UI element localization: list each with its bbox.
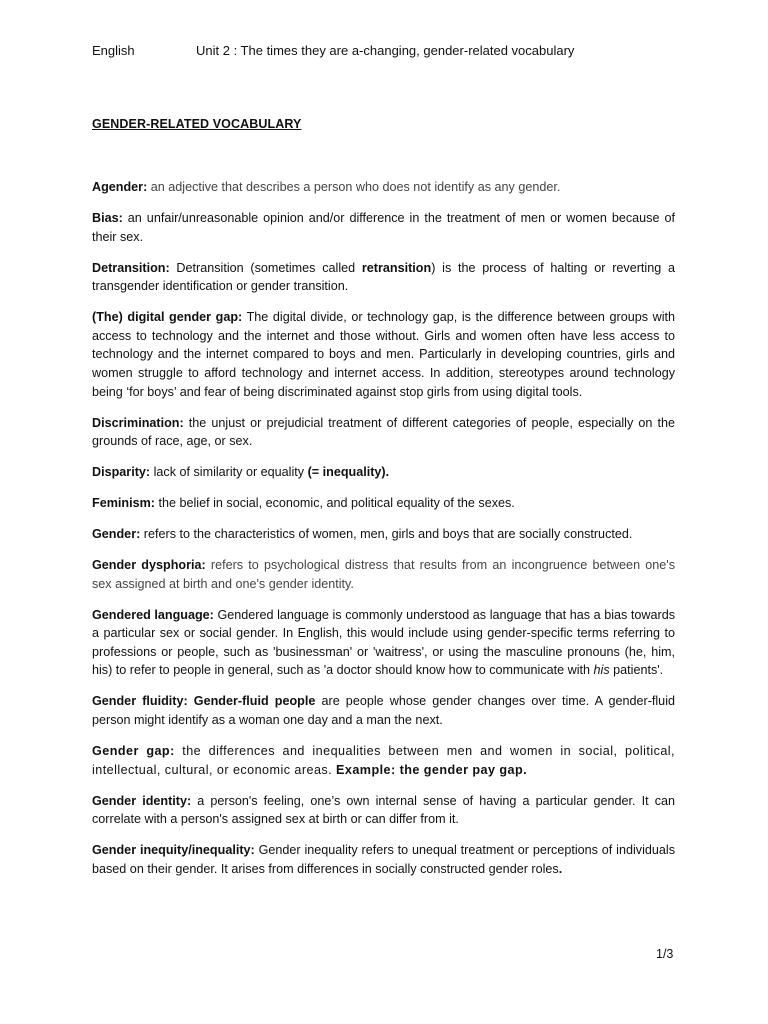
entry-term: Gendered language:: [92, 607, 214, 622]
vocabulary-list: [92, 178, 675, 891]
entry-definition: refers to the characteristics of women, men, girls and boys that are socially constructed.: [140, 527, 633, 542]
entry-definition: a person's feeling, one’s own internal sense of having a particular gender. It can correlate with a person's assigned sex at birth or can differ from it.: [92, 793, 676, 827]
header-unit-title: Unit 2 : The times they are a-changing, gender-related vocabulary: [196, 43, 575, 58]
entry-detransition: [92, 259, 675, 296]
entry-term: Gender fluidity:: [92, 694, 188, 709]
entry-definition: Detransition (sometimes called: [169, 260, 362, 275]
entry-definition: refers to psychological distress that results from an incongruence between one's sex assigned at birth and one's gender identity.: [92, 558, 675, 591]
entry-digital-gender-gap: [92, 308, 675, 401]
entry-term: Disparity:: [92, 465, 151, 480]
entry-emphasis: Example: the gender pay gap.: [336, 762, 528, 777]
entry-emphasis: retransition: [361, 260, 432, 275]
entry-term: Gender dysphoria:: [92, 558, 206, 573]
entry-emphasis: (= inequality).: [307, 465, 390, 480]
entry-gendered-language: [92, 606, 675, 680]
entry-disparity: [92, 463, 675, 482]
entry-term: Bias:: [92, 210, 123, 225]
document-title: GENDER-RELATED VOCABULARY: [92, 117, 302, 131]
entry-definition-continued: ) is the process of halting or reverting a transgender identification or gender transition.: [92, 260, 675, 294]
entry-definition-continued: patients'.: [609, 663, 664, 678]
entry-term: Feminism:: [92, 496, 155, 511]
entry-term: Detransition:: [92, 260, 170, 275]
entry-term: (The) digital gender gap:: [92, 310, 243, 325]
entry-definition: The digital divide, or technology gap, is the difference between groups with access to technology and the internet and those without. Girls and women often have less access to technology and the internet compared to boys and men. Particularly in developing countries, girls and women struggle to afford technology and internet access. In addition, stereotypes around technology being ‘for boys’ and fear of being discriminated against stop girls from using digital tools.: [92, 310, 675, 399]
entry-gender-fluidity: [92, 692, 675, 729]
entry-bias: [92, 209, 675, 246]
entry-definition: are people whose gender changes over time. A gender-fluid person might identify as a woman one day and a man the next.: [92, 694, 675, 727]
entry-term: Gender gap:: [92, 743, 175, 758]
entry-definition: the belief in social, economic, and political equality of the sexes.: [154, 496, 515, 511]
entry-emphasis: .: [558, 861, 563, 876]
entry-definition: Gendered language is commonly understood as language that has a bias towards a particular sex or social gender. In English, this would include using gender-specific terms referring to professions or people, such as 'businessman' or 'waitress', or using the masculine pronouns (he, him, his) to refer to people in general, such as 'a doctor should know how to communicate with: [92, 607, 676, 678]
entry-emphasis: Gender-fluid people: [187, 694, 316, 709]
entry-term: Discrimination:: [92, 415, 184, 430]
entry-feminism: [92, 494, 675, 513]
entry-definition: an adjective that describes a person who does not identify as any gender.: [147, 180, 561, 194]
entry-term: Gender identity:: [92, 793, 192, 808]
entry-definition: the differences and inequalities between men and women in social, political, intellectual, cultural, or economic areas.: [92, 743, 676, 777]
entry-italic: his: [593, 663, 610, 678]
entry-definition: lack of similarity or equality: [150, 465, 308, 480]
page-number: 1/3: [656, 947, 674, 961]
entry-definition: an unfair/unreasonable opinion and/or difference in the treatment of men or women because of their sex.: [92, 210, 675, 244]
header-subject: English: [92, 43, 135, 58]
entry-gender: [92, 525, 675, 544]
entry-definition: the unjust or prejudicial treatment of different categories of people, especially on the grounds of race, age, or sex.: [92, 415, 675, 449]
entry-definition: Gender inequality refers to unequal treatment or perceptions of individuals based on their gender. It arises from differences in socially constructed gender roles: [92, 843, 675, 876]
entry-term: Gender:: [92, 527, 141, 542]
entry-term: Agender:: [92, 180, 148, 194]
entry-agender: [92, 178, 675, 197]
entry-gender-identity: [92, 792, 675, 829]
entry-gender-inequality: [92, 841, 675, 878]
entry-discrimination: [92, 414, 675, 451]
entry-gender-dysphoria: [92, 556, 675, 593]
entry-gender-gap: [92, 742, 675, 779]
entry-term: Gender inequity/inequality:: [92, 843, 255, 858]
